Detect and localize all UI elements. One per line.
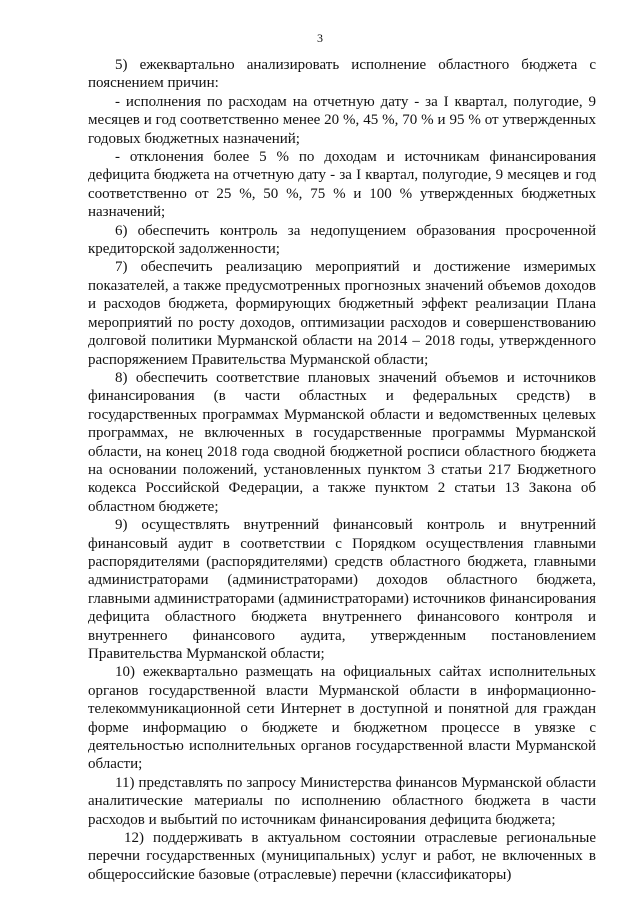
paragraph-item-8: 8) обеспечить соответствие плановых значений объемов и источников финансирования (в части областных и федеральных средств) в государственных программах Мурманской области и ведомственных целевых программах, не включенных в государственные программы Мурманской области, на конец 2018 года сводной бюджетной росписи областного бюджета на основании положений, установленных пунктом 3 статьи 217 Бюджетного кодекса Российской Федерации, а также пунктом 2 статьи 13 Закона об областном бюджете;	[88, 369, 596, 515]
paragraph-item-5: 5) ежеквартально анализировать исполнение областного бюджета с пояснением причин:	[88, 57, 596, 92]
paragraph-item-5-sub-expenses: - исполнения по расходам на отчетную дату - за I квартал, полугодие, 9 месяцев и год соответственно менее 20 %, 45 %, 70 % и 95 % от утвержденных годовых бюджетных назначений;	[88, 93, 596, 147]
paragraph-item-9: 9) осуществлять внутренний финансовый контроль и внутренний финансовый аудит в соответствии с Порядком осуществления главными распорядителями (распорядителями) средств областного бюджета, главными администраторами (администраторами) доходов областного бюджета, главными администраторами (администраторами) источников финансирования дефицита областного бюджета внутреннего финансового контроля и внутреннего финансового аудита, утвержденным постановлением Правительства Мурманской области;	[88, 517, 596, 662]
paragraph-item-12: 12) поддерживать в актуальном состоянии отраслевые региональные перечни государственных (муниципальных) услуг и работ, не включенных в общероссийские базовые (отраслевые) перечни (классификаторы)	[88, 830, 596, 883]
page-number: 3	[317, 31, 323, 45]
paragraph-item-7: 7) обеспечить реализацию мероприятий и достижение измеримых показателей, а также предусмотренных прогнозных значений объемов доходов и расходов бюджета, формирующих бюджетный эффект реализации Плана мероприятий по росту доходов, оптимизации расходов и совершенствованию долговой политики Мурманской области на 2014 – 2018 годы, утвержденного распоряжением Правительства Мурманской области;	[88, 259, 596, 368]
paragraph-item-5-sub-revenues: - отклонения более 5 % по доходам и источникам финансирования дефицита бюджета на отчетную дату - за I квартал, полугодие, 9 месяцев и год соответственно от 25 %, 50 %, 75 % и 100 % утвержденных бюджетных назначений;	[88, 149, 596, 221]
paragraph-item-11: 11) представлять по запросу Министерства финансов Мурманской области аналитические материалы по исполнению областного бюджета в части расходов и выбытий по источникам финансирования дефицита бюджета;	[88, 774, 596, 828]
document-body	[88, 56, 596, 884]
paragraph-item-10: 10) ежеквартально размещать на официальных сайтах исполнительных органов государственной власти Мурманской области в информационно-телекоммуникационной сети Интернет в доступной и понятной для граждан форме информацию о бюджете и бюджетном процессе в увязке с деятельностью исполнительных органов государственной власти Мурманской области;	[88, 664, 596, 773]
paragraph-item-6: 6) обеспечить контроль за недопущением образования просроченной кредиторской задолженности;	[88, 222, 596, 258]
